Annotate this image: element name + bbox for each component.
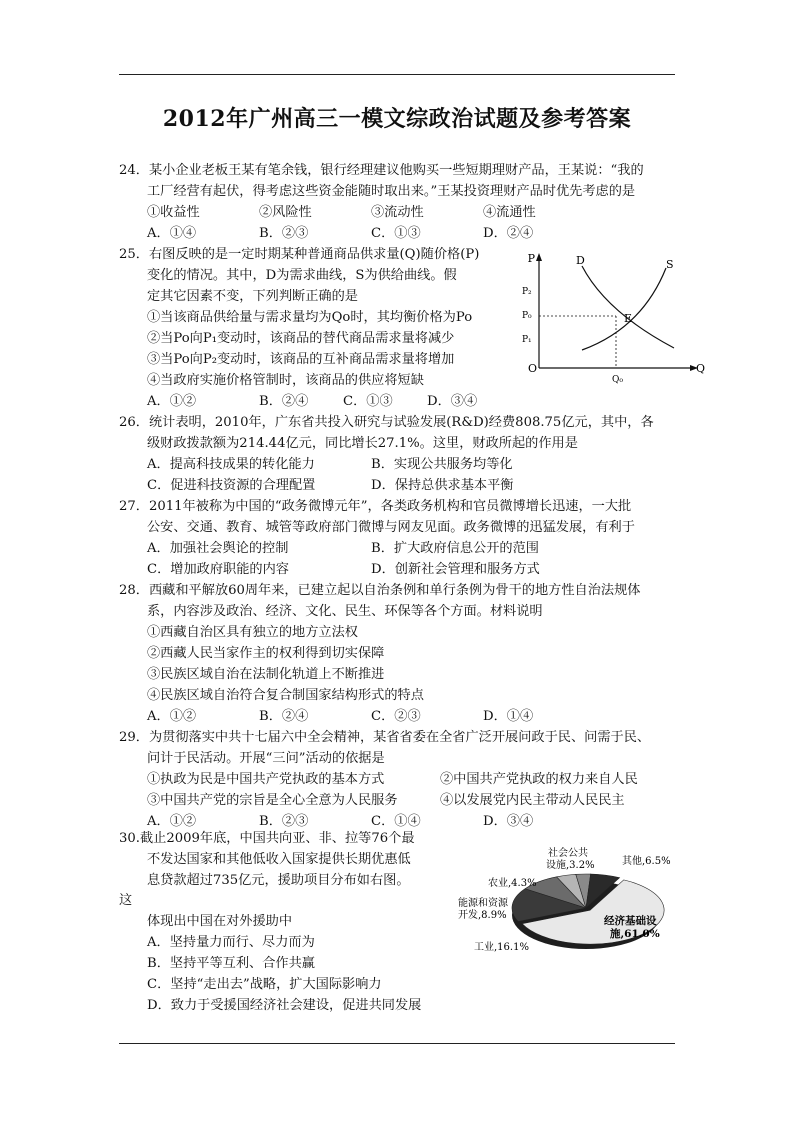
q29-stem-line-1: 29．为贯彻落实中共十七届六中全会精神，某省省委在全省广泛开展问政于民、问需于民、 <box>119 730 651 745</box>
demand-curve <box>582 266 674 348</box>
pie-label-industry: 工业,16.1% <box>474 942 529 953</box>
q30-option-c: C．坚持“走出去”战略，扩大国际影响力 <box>147 977 382 992</box>
q25-item-3: ③当Po向P₂变动时，该商品的互补商品需求量将增加 <box>147 352 455 367</box>
q28-option-a: A．①② <box>147 709 197 724</box>
q24-option-d: D．②④ <box>483 226 534 241</box>
q29-item-4: ④以发展党内民主带动人民民主 <box>440 793 625 808</box>
pie-label-other: 其他,6.5% <box>622 856 671 867</box>
q28-option-d: D．①④ <box>483 709 534 724</box>
q28-item-1: ①西藏自治区具有独立的地方立法权 <box>147 625 358 640</box>
aid-distribution-pie-chart <box>446 838 704 968</box>
equilibrium-label: E <box>624 312 633 325</box>
q25-option-b: B．②④ <box>259 394 309 409</box>
pie-label-public-facilities-2: 设施,3.2% <box>546 860 595 871</box>
q28-option-b: B．②④ <box>259 709 309 724</box>
q27-stem-line-1: 27．2011年被称为中国的“政务微博元年”，各类政务机构和官员微博增长迅速，一大批 <box>119 499 632 514</box>
q26-option-d: D．保持总供求基本平衡 <box>371 478 514 493</box>
q24-stem-line-2: 工厂经营有起伏，得考虑这些资金能随时取出来。”王某投资理财产品时优先考虑的是 <box>147 184 636 199</box>
p0-label: P₀ <box>522 311 532 321</box>
pie-label-public-facilities-1: 社会公共 <box>548 848 588 859</box>
q24-option-b: B．②③ <box>259 226 309 241</box>
q26-option-a: A．提高科技成果的转化能力 <box>147 457 315 472</box>
q29-item-2: ②中国共产党执政的权力来自人民 <box>440 772 638 787</box>
top-rule <box>119 74 675 75</box>
q26-option-b: B．实现公共服务均等化 <box>371 457 513 472</box>
q29-option-b: B．②③ <box>259 814 309 829</box>
page-title: 2012年广州高三一模文综政治试题及参考答案 <box>162 106 632 132</box>
pie-label-agriculture: 农业,4.3% <box>488 878 537 889</box>
q30-option-a: A．坚持量力而行、尽力而为 <box>147 935 315 950</box>
q30-stem-line-5: 体现出中国在对外援助中 <box>147 914 293 929</box>
q28-item-3: ③民族区域自治在法制化轨道上不断推进 <box>147 667 385 682</box>
q25-option-a: A．①② <box>147 394 197 409</box>
q25-option-d: D．③④ <box>427 394 478 409</box>
q24-item-3: ③流动性 <box>371 205 424 220</box>
q26-stem-line-2: 级财政拨款额为214.44亿元，同比增长27.1%。这里，财政所起的作用是 <box>147 436 578 451</box>
p1-label: P₁ <box>522 335 532 345</box>
q29-item-1: ①执政为民是中国共产党执政的基本方式 <box>147 772 385 787</box>
pie-label-infrastructure-1: 经济基础设 <box>604 915 657 927</box>
supply-label: S <box>666 258 674 271</box>
q25-item-4: ④当政府实施价格管制时，该商品的供应将短缺 <box>147 373 424 388</box>
q28-stem-line-2: 系，内容涉及政治、经济、文化、民生、环保等各个方面。材料说明 <box>147 604 543 619</box>
q24-option-a: A．①④ <box>147 226 197 241</box>
q0-label: Q₀ <box>612 375 623 385</box>
q30-stem-line-1: 30.截止2009年底，中国共向亚、非、拉等76个最 <box>119 831 415 846</box>
pie-label-infrastructure-2: 施,61.0% <box>610 928 660 940</box>
q24-option-c: C．①③ <box>371 226 421 241</box>
q27-stem-line-2: 公安、交通、教育、城管等政府部门微博与网友见面。政务微博的迅猛发展，有利于 <box>147 520 635 535</box>
q24-item-1: ①收益性 <box>147 205 200 220</box>
q29-option-c: C．①④ <box>371 814 421 829</box>
q28-option-c: C．②③ <box>371 709 421 724</box>
p-axis-label: P <box>527 252 535 265</box>
q24-item-2: ②风险性 <box>259 205 312 220</box>
pie-label-energy-1: 能源和资源 <box>458 898 508 909</box>
p-axis-arrow <box>536 253 542 261</box>
q25-item-1: ①当该商品供给量与需求量均为Qo时，其均衡价格为Po <box>147 310 473 325</box>
q27-option-d: D．创新社会管理和服务方式 <box>371 562 540 577</box>
q30-stem-line-3: 息贷款超过735亿元，援助项目分布如右图。 <box>147 873 410 888</box>
q29-stem-line-2: 问计于民活动。开展“三问”活动的依据是 <box>147 751 385 766</box>
supply-demand-graph <box>514 250 708 386</box>
q24-item-4: ④流通性 <box>483 205 536 220</box>
bottom-rule <box>119 1043 675 1044</box>
q30-option-d: D．致力于受援国经济社会建设，促进共同发展 <box>147 998 422 1013</box>
p2-label: P₂ <box>522 287 532 297</box>
q28-item-4: ④民族区域自治符合复合制国家结构形式的特点 <box>147 688 424 703</box>
q25-stem-line-3: 定其它因素不变，下列判断正确的是 <box>147 289 358 304</box>
q30-option-b: B．坚持平等互利、合作共赢 <box>147 956 315 971</box>
q30-stem-line-4: 这 <box>119 893 133 908</box>
q27-option-b: B．扩大政府信息公开的范围 <box>371 541 539 556</box>
q26-option-c: C．促进科技资源的合理配置 <box>147 478 316 493</box>
q27-option-a: A．加强社会舆论的控制 <box>147 541 289 556</box>
q28-item-2: ②西藏人民当家作主的权利得到切实保障 <box>147 646 385 661</box>
supply-curve <box>582 268 666 350</box>
q29-option-a: A．①② <box>147 814 197 829</box>
q29-item-3: ③中国共产党的宗旨是全心全意为人民服务 <box>147 793 398 808</box>
q25-stem-line-2: 变化的情况。其中，D为需求曲线，S为供给曲线。假 <box>147 268 457 283</box>
pie-label-energy-2: 开发,8.9% <box>458 910 507 921</box>
q-axis-label: Q <box>696 362 706 375</box>
q25-item-2: ②当Po向P₁变动时，该商品的替代商品需求量将减少 <box>147 331 455 346</box>
q29-option-d: D．③④ <box>483 814 534 829</box>
q24-stem-line-1: 24．某小企业老板王某有笔余钱，银行经理建议他购买一些短期理财产品，王某说：“我的 <box>119 163 644 178</box>
demand-label: D <box>576 254 585 267</box>
q30-stem-line-2: 不发达国家和其他低收入国家提供长期优惠低 <box>147 852 411 867</box>
q25-stem-line-1: 25．右图反映的是一定时期某种普通商品供求量(Q)随价格(P) <box>119 247 480 262</box>
origin-label: O <box>528 362 538 375</box>
q26-stem-line-1: 26．统计表明，2010年，广东省共投入研究与试验发展(R&D)经费808.75亿元，其中，各 <box>119 415 654 430</box>
q28-stem-line-1: 28．西藏和平解放60周年来，已建立起以自治条例和单行条例为骨干的地方性自治法规体 <box>119 583 641 598</box>
q27-option-c: C．增加政府职能的内容 <box>147 562 289 577</box>
q25-option-c: C．①③ <box>343 394 393 409</box>
